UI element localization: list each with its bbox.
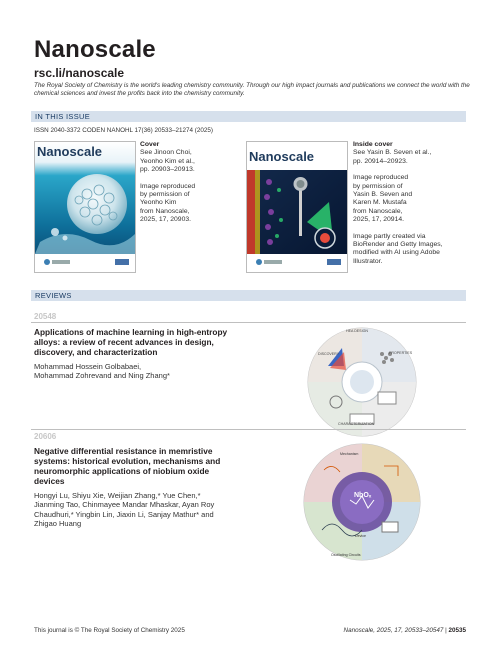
inside-cover-credit-line: from Nanoscale, [353,207,403,215]
cover-ref-line: See Jinoon Choi, [140,149,192,157]
reviews-bar [31,290,466,301]
journal-title: Nanoscale [34,36,156,63]
cover-credit-line: by permission of [140,191,190,199]
article-divider [31,429,466,430]
footer-separator: | [445,627,449,634]
inside-cover-credit-line: by permission of [353,182,403,190]
graphic-label: HEA DESIGN [346,329,368,333]
footer-copyright: This journal is © The Royal Society of Chemistry 2025 [34,627,185,634]
cover-label: Cover [140,141,160,148]
footer-citation-text: Nanoscale, 2025, 17, 20533–20547 [343,627,444,634]
inside-cover-logo: Nanoscale [249,149,315,164]
article-number[interactable]: 20606 [34,432,57,441]
inside-cover-ref-line: See Yasin B. Seven et al., [353,149,432,157]
graphic-label: Mechanism [340,452,359,456]
cover-image [34,141,136,273]
inside-cover-credit-line: Image reproduced [353,174,409,182]
graphic-label: PROPERTIES [389,351,413,355]
in-this-issue-bar [31,111,466,122]
inside-cover-credit-line: 2025, 17, 20914. [353,216,405,224]
cover-ref-line: Yeonho Kim et al., [140,157,195,165]
inside-cover-extra-line: BioRender and Getty Images, [353,241,443,249]
article-title[interactable]: Negative differential resistance in memristive systems: historical evolution, mechanisms and neuromorphic applications of niobium oxide devices [34,446,221,486]
issn-line: ISSN 2040-3372 CODEN NANOHL 17(36) 20533–21274 (2025) [34,127,213,134]
graphic-label: Device [355,534,366,538]
footer-citation [344,627,466,634]
article-number[interactable]: 20548 [34,312,57,321]
inside-cover-extra-line: modified with AI using Adobe [353,249,440,257]
cover-credit-line: Yeonho Kim [140,199,177,207]
section-heading: REVIEWS [35,291,72,300]
article-title[interactable]: Applications of machine learning in high-entropy alloys: a review of recent advances in design, discovery, and characterization [34,327,228,357]
graphic-label: CHARACTERIZATION [338,422,375,426]
cover-credit-line: Image reproduced [140,182,196,190]
inside-cover-extra-line: Image partly created via [353,232,426,240]
cover-credit-line: from Nanoscale, [140,207,190,215]
article-divider [31,322,466,323]
graphic-label: Oscillating Circuits [331,553,361,557]
article-authors: Mohammad Hossein Golbabaei, Mohammad Zohrevand and Ning Zhang* [34,362,170,381]
cover-logo: Nanoscale [37,144,103,159]
article-authors: Hongyi Lu, Shiyu Xie, Weijian Zhang,* Yue Chen,* Jianming Tao, Chinmayee Mandar Mhaskar, Ayan Roy Chaudhuri,* Yingbin Lin, Jiaxin Li, Sanjay Mathur* and Zhigao Huang [34,491,215,529]
cover-ref-line: pp. 20903–20913. [140,166,195,174]
cover-info [140,141,240,225]
journal-description: The Royal Society of Chemistry is the world's leading chemistry community. Through our high impact journals and publications we connect the world with the chemical sciences and invest the profits back into the chemistry community. [34,82,470,97]
cover-credit-line: 2025, 17, 20903. [140,216,192,224]
section-heading: IN THIS ISSUE [35,112,91,121]
inside-cover-info [353,141,468,266]
inside-cover-credit-line: Karen M. Mustafa [353,199,407,207]
inside-cover-extra-line: Illustrator. [353,257,383,265]
graphic-label: DISCOVERY [318,352,340,356]
page-number: 20535 [448,627,466,634]
inside-cover-ref-line: pp. 20914–20923. [353,157,408,165]
inside-cover-label: Inside cover [353,141,393,148]
inside-cover-credit-line: Yasin B. Seven and [353,191,413,199]
article-graphic [302,442,422,567]
journal-url[interactable]: rsc.li/nanoscale [34,66,125,80]
graphic-label: NbOₓ [354,492,372,499]
